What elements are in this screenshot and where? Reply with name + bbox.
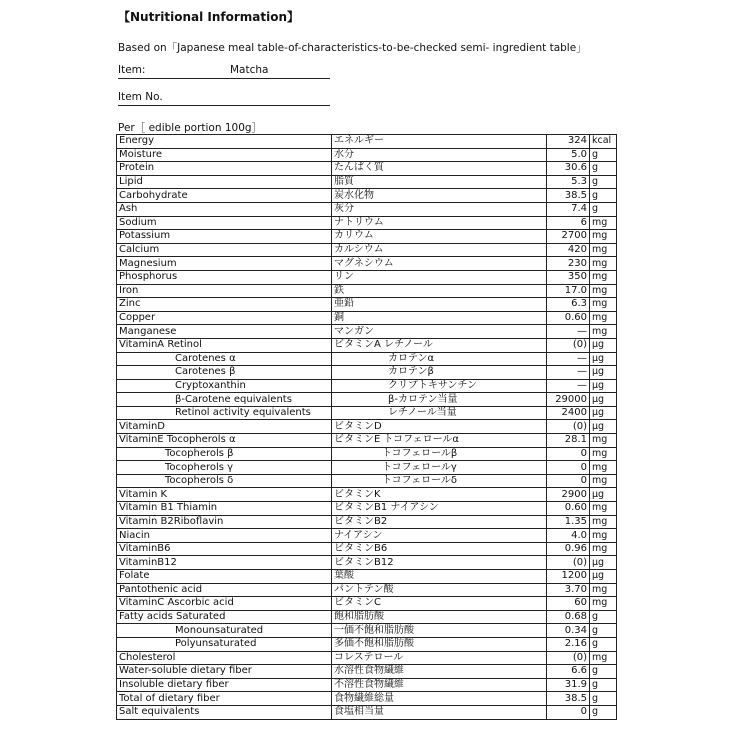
nutrient-unit: mg bbox=[590, 298, 617, 312]
nutrient-value: 30.6 bbox=[547, 162, 590, 176]
nutrient-name-en: Phosphorus bbox=[117, 270, 332, 284]
nutrient-value: 3.70 bbox=[547, 583, 590, 597]
table-row bbox=[117, 325, 617, 339]
nutrient-value: 5.0 bbox=[547, 148, 590, 162]
table-row bbox=[117, 434, 617, 448]
nutrient-name-jp: マグネシウム bbox=[332, 257, 547, 271]
nutrient-name-en: Carbohydrate bbox=[117, 189, 332, 203]
item-no-label: Item No. bbox=[118, 91, 163, 103]
per-portion-label: Per［ edible portion 100g］ bbox=[118, 122, 263, 134]
nutrient-name-jp: 灰分 bbox=[332, 202, 547, 216]
table-row bbox=[117, 665, 617, 679]
table-row bbox=[117, 597, 617, 611]
nutrient-name-en: Carotenes α bbox=[117, 352, 332, 366]
nutrient-name-en: Retinol activity equivalents bbox=[117, 406, 332, 420]
item-field bbox=[118, 64, 330, 79]
nutrient-name-en: Zinc bbox=[117, 298, 332, 312]
table-row bbox=[117, 447, 617, 461]
table-row bbox=[117, 284, 617, 298]
nutrient-value: 0 bbox=[547, 447, 590, 461]
nutrient-name-jp: β-カロテン当量 bbox=[332, 393, 547, 407]
nutrient-name-jp: エネルギー bbox=[332, 135, 547, 149]
table-row bbox=[117, 583, 617, 597]
nutrient-value: — bbox=[547, 366, 590, 380]
nutrient-value: 17.0 bbox=[547, 284, 590, 298]
nutrient-unit: μg bbox=[590, 352, 617, 366]
nutrient-name-jp: リン bbox=[332, 270, 547, 284]
nutrient-value: (0) bbox=[547, 420, 590, 434]
nutrient-name-en: Tocopherols δ bbox=[117, 474, 332, 488]
table-row bbox=[117, 366, 617, 380]
nutrient-unit: μg bbox=[590, 556, 617, 570]
nutrient-name-en: Sodium bbox=[117, 216, 332, 230]
nutrient-unit: g bbox=[590, 202, 617, 216]
nutrient-value: 230 bbox=[547, 257, 590, 271]
item-value: Matcha bbox=[230, 64, 269, 76]
nutrient-value: 1200 bbox=[547, 570, 590, 584]
nutrient-name-en: Folate bbox=[117, 570, 332, 584]
nutrient-value: 2.16 bbox=[547, 637, 590, 651]
table-row bbox=[117, 338, 617, 352]
nutrient-unit: mg bbox=[590, 529, 617, 543]
nutrient-name-jp: 不溶性食物繊維 bbox=[332, 678, 547, 692]
nutrient-name-en: Calcium bbox=[117, 243, 332, 257]
nutrient-value: 2400 bbox=[547, 406, 590, 420]
nutrient-name-jp: パントテン酸 bbox=[332, 583, 547, 597]
nutrient-unit: mg bbox=[590, 257, 617, 271]
table-row bbox=[117, 298, 617, 312]
nutrient-name-en: Polyunsaturated bbox=[117, 637, 332, 651]
table-row bbox=[117, 542, 617, 556]
nutrient-value: 5.3 bbox=[547, 175, 590, 189]
table-row bbox=[117, 311, 617, 325]
nutrient-name-en: Manganese bbox=[117, 325, 332, 339]
nutrient-unit: mg bbox=[590, 502, 617, 516]
table-row bbox=[117, 393, 617, 407]
nutrient-value: (0) bbox=[547, 556, 590, 570]
nutrient-unit: mg bbox=[590, 270, 617, 284]
nutrient-name-en: VitaminA Retinol bbox=[117, 338, 332, 352]
nutrient-value: 0 bbox=[547, 474, 590, 488]
table-row bbox=[117, 135, 617, 149]
nutrient-value: 7.4 bbox=[547, 202, 590, 216]
nutrient-name-en: Monounsaturated bbox=[117, 624, 332, 638]
nutrient-name-en: Water-soluble dietary fiber bbox=[117, 665, 332, 679]
nutrient-name-en: Cryptoxanthin bbox=[117, 379, 332, 393]
nutrient-name-en: Salt equivalents bbox=[117, 705, 332, 719]
nutrient-name-jp: ビタミンE トコフェロールα bbox=[332, 434, 547, 448]
nutrient-unit: mg bbox=[590, 434, 617, 448]
nutrient-name-jp: 鉄 bbox=[332, 284, 547, 298]
nutrient-unit: μg bbox=[590, 366, 617, 380]
nutrient-name-en: Copper bbox=[117, 311, 332, 325]
nutrient-unit: g bbox=[590, 678, 617, 692]
source-note: Based on「Japanese meal table-of-characteristics-to-be-checked semi- ingredient table」 bbox=[118, 42, 587, 54]
table-row bbox=[117, 162, 617, 176]
table-row bbox=[117, 270, 617, 284]
table-row bbox=[117, 624, 617, 638]
nutrient-name-jp: ビタミンA レチノール bbox=[332, 338, 547, 352]
nutrient-name-en: Total of dietary fiber bbox=[117, 692, 332, 706]
nutrient-name-en: Niacin bbox=[117, 529, 332, 543]
nutrient-unit: g bbox=[590, 692, 617, 706]
nutrient-name-en: Vitamin K bbox=[117, 488, 332, 502]
nutrient-name-jp: マンガン bbox=[332, 325, 547, 339]
nutrient-unit: g bbox=[590, 624, 617, 638]
nutrient-unit: mg bbox=[590, 243, 617, 257]
nutrient-unit: mg bbox=[590, 542, 617, 556]
nutrient-name-en: Pantothenic acid bbox=[117, 583, 332, 597]
table-row bbox=[117, 461, 617, 475]
nutrient-unit: mg bbox=[590, 515, 617, 529]
nutrient-unit: mg bbox=[590, 230, 617, 244]
nutrient-value: 2900 bbox=[547, 488, 590, 502]
nutrient-name-en: VitaminC Ascorbic acid bbox=[117, 597, 332, 611]
nutrient-name-jp: レチノール当量 bbox=[332, 406, 547, 420]
nutrient-unit: μg bbox=[590, 338, 617, 352]
nutrient-unit: mg bbox=[590, 651, 617, 665]
table-row bbox=[117, 352, 617, 366]
nutrient-name-jp: ビタミンB6 bbox=[332, 542, 547, 556]
nutrient-value: (0) bbox=[547, 338, 590, 352]
nutrient-unit: μg bbox=[590, 570, 617, 584]
nutrient-name-jp: カルシウム bbox=[332, 243, 547, 257]
table-row bbox=[117, 189, 617, 203]
nutrient-unit: g bbox=[590, 162, 617, 176]
nutrient-unit: mg bbox=[590, 284, 617, 298]
nutrient-name-en: Energy bbox=[117, 135, 332, 149]
nutrient-unit: μg bbox=[590, 420, 617, 434]
table-row bbox=[117, 230, 617, 244]
nutrient-name-en: Moisture bbox=[117, 148, 332, 162]
item-label: Item: bbox=[118, 64, 146, 76]
table-row bbox=[117, 406, 617, 420]
nutrient-name-jp: 飽和脂肪酸 bbox=[332, 610, 547, 624]
nutrient-value: 420 bbox=[547, 243, 590, 257]
nutrient-value: 4.0 bbox=[547, 529, 590, 543]
nutrient-value: 2700 bbox=[547, 230, 590, 244]
nutrient-value: 1.35 bbox=[547, 515, 590, 529]
nutrient-value: — bbox=[547, 325, 590, 339]
nutrient-name-jp: トコフェロールδ bbox=[332, 474, 547, 488]
nutrient-name-en: Ash bbox=[117, 202, 332, 216]
nutrient-name-en: Protein bbox=[117, 162, 332, 176]
nutrient-unit: μg bbox=[590, 488, 617, 502]
nutrient-name-en: VitaminD bbox=[117, 420, 332, 434]
nutrient-name-en: Carotenes β bbox=[117, 366, 332, 380]
nutrition-table-body bbox=[117, 135, 617, 720]
table-row bbox=[117, 515, 617, 529]
nutrient-name-en: Vitamin B2Riboflavin bbox=[117, 515, 332, 529]
nutrient-unit: kcal bbox=[590, 135, 617, 149]
nutrient-name-jp: コレステロール bbox=[332, 651, 547, 665]
nutrient-value: (0) bbox=[547, 651, 590, 665]
table-row bbox=[117, 637, 617, 651]
nutrient-unit: mg bbox=[590, 583, 617, 597]
nutrient-name-jp: 葉酸 bbox=[332, 570, 547, 584]
nutrient-value: 6 bbox=[547, 216, 590, 230]
nutrient-unit: mg bbox=[590, 474, 617, 488]
nutrient-name-jp: 食物繊維総量 bbox=[332, 692, 547, 706]
table-row bbox=[117, 692, 617, 706]
nutrient-value: — bbox=[547, 379, 590, 393]
table-row bbox=[117, 175, 617, 189]
nutrient-value: 29000 bbox=[547, 393, 590, 407]
nutrient-name-en: VitaminB6 bbox=[117, 542, 332, 556]
nutrient-name-jp: 多価不飽和脂肪酸 bbox=[332, 637, 547, 651]
nutrient-name-jp: 食塩相当量 bbox=[332, 705, 547, 719]
table-row bbox=[117, 257, 617, 271]
nutrient-unit: g bbox=[590, 637, 617, 651]
nutrient-name-jp: カロテンβ bbox=[332, 366, 547, 380]
nutrient-value: 38.5 bbox=[547, 189, 590, 203]
nutrient-name-en: Vitamin B1 Thiamin bbox=[117, 502, 332, 516]
nutrient-value: 60 bbox=[547, 597, 590, 611]
nutrient-name-jp: ナイアシン bbox=[332, 529, 547, 543]
nutrient-name-en: Tocopherols γ bbox=[117, 461, 332, 475]
nutrient-name-jp: 水分 bbox=[332, 148, 547, 162]
nutrient-name-jp: トコフェロールγ bbox=[332, 461, 547, 475]
nutrient-name-en: Fatty acids Saturated bbox=[117, 610, 332, 624]
nutrient-name-jp: ビタミンB2 bbox=[332, 515, 547, 529]
nutrient-name-en: Tocopherols β bbox=[117, 447, 332, 461]
nutrient-name-en: Lipid bbox=[117, 175, 332, 189]
nutrient-unit: mg bbox=[590, 216, 617, 230]
table-row bbox=[117, 420, 617, 434]
nutrient-name-jp: カロテンα bbox=[332, 352, 547, 366]
table-row bbox=[117, 610, 617, 624]
table-row bbox=[117, 678, 617, 692]
nutrient-value: 350 bbox=[547, 270, 590, 284]
nutrient-name-en: Iron bbox=[117, 284, 332, 298]
nutrient-unit: g bbox=[590, 610, 617, 624]
nutrient-unit: g bbox=[590, 665, 617, 679]
nutrient-unit: mg bbox=[590, 461, 617, 475]
nutrient-value: — bbox=[547, 352, 590, 366]
nutrient-name-jp: カリウム bbox=[332, 230, 547, 244]
nutrient-name-jp: ビタミンB12 bbox=[332, 556, 547, 570]
nutrient-value: 0.68 bbox=[547, 610, 590, 624]
table-row bbox=[117, 379, 617, 393]
nutrient-name-jp: 脂質 bbox=[332, 175, 547, 189]
table-row bbox=[117, 474, 617, 488]
nutrient-name-en: Magnesium bbox=[117, 257, 332, 271]
nutrient-value: 0.60 bbox=[547, 311, 590, 325]
nutrient-unit: mg bbox=[590, 447, 617, 461]
nutrient-value: 38.5 bbox=[547, 692, 590, 706]
item-no-field bbox=[118, 91, 330, 106]
nutrient-name-jp: たんぱく質 bbox=[332, 162, 547, 176]
nutrient-name-jp: 水溶性食物繊維 bbox=[332, 665, 547, 679]
nutrient-value: 0.60 bbox=[547, 502, 590, 516]
nutrient-unit: g bbox=[590, 189, 617, 203]
nutrient-unit: g bbox=[590, 705, 617, 719]
nutrient-unit: μg bbox=[590, 393, 617, 407]
nutrient-value: 28.1 bbox=[547, 434, 590, 448]
nutrient-value: 324 bbox=[547, 135, 590, 149]
table-row bbox=[117, 556, 617, 570]
document-title: 【Nutritional Information】 bbox=[118, 10, 300, 24]
nutrient-name-jp: 銅 bbox=[332, 311, 547, 325]
nutrient-value: 31.9 bbox=[547, 678, 590, 692]
nutrient-name-jp: ビタミンC bbox=[332, 597, 547, 611]
nutrient-value: 6.6 bbox=[547, 665, 590, 679]
table-row bbox=[117, 570, 617, 584]
nutrient-unit: mg bbox=[590, 597, 617, 611]
nutrient-name-en: β-Carotene equivalents bbox=[117, 393, 332, 407]
table-row bbox=[117, 529, 617, 543]
table-row bbox=[117, 651, 617, 665]
nutrient-unit: g bbox=[590, 175, 617, 189]
nutrient-name-en: Insoluble dietary fiber bbox=[117, 678, 332, 692]
table-row bbox=[117, 502, 617, 516]
nutrient-unit: mg bbox=[590, 311, 617, 325]
nutrient-name-jp: 炭水化物 bbox=[332, 189, 547, 203]
table-row bbox=[117, 488, 617, 502]
nutrient-name-en: VitaminB12 bbox=[117, 556, 332, 570]
nutrient-name-jp: ナトリウム bbox=[332, 216, 547, 230]
nutrient-value: 0.96 bbox=[547, 542, 590, 556]
nutrient-value: 0.34 bbox=[547, 624, 590, 638]
table-row bbox=[117, 202, 617, 216]
nutrient-unit: mg bbox=[590, 325, 617, 339]
nutrient-value: 0 bbox=[547, 461, 590, 475]
nutrient-name-en: Potassium bbox=[117, 230, 332, 244]
nutrient-value: 0 bbox=[547, 705, 590, 719]
nutrient-name-jp: ビタミンK bbox=[332, 488, 547, 502]
nutrient-name-jp: クリプトキサンチン bbox=[332, 379, 547, 393]
nutrient-name-jp: トコフェロールβ bbox=[332, 447, 547, 461]
nutrient-name-jp: 一価不飽和脂肪酸 bbox=[332, 624, 547, 638]
nutrient-name-jp: 亜鉛 bbox=[332, 298, 547, 312]
table-row bbox=[117, 243, 617, 257]
nutrient-name-jp: ビタミンB1 ナイアシン bbox=[332, 502, 547, 516]
nutrient-name-en: Cholesterol bbox=[117, 651, 332, 665]
nutrient-value: 6.3 bbox=[547, 298, 590, 312]
table-row bbox=[117, 705, 617, 719]
nutrient-unit: μg bbox=[590, 406, 617, 420]
nutrient-name-en: VitaminE Tocopherols α bbox=[117, 434, 332, 448]
nutrition-table bbox=[116, 134, 617, 720]
nutrient-unit: g bbox=[590, 148, 617, 162]
table-row bbox=[117, 148, 617, 162]
nutrient-name-jp: ビタミンD bbox=[332, 420, 547, 434]
nutrient-unit: μg bbox=[590, 379, 617, 393]
table-row bbox=[117, 216, 617, 230]
